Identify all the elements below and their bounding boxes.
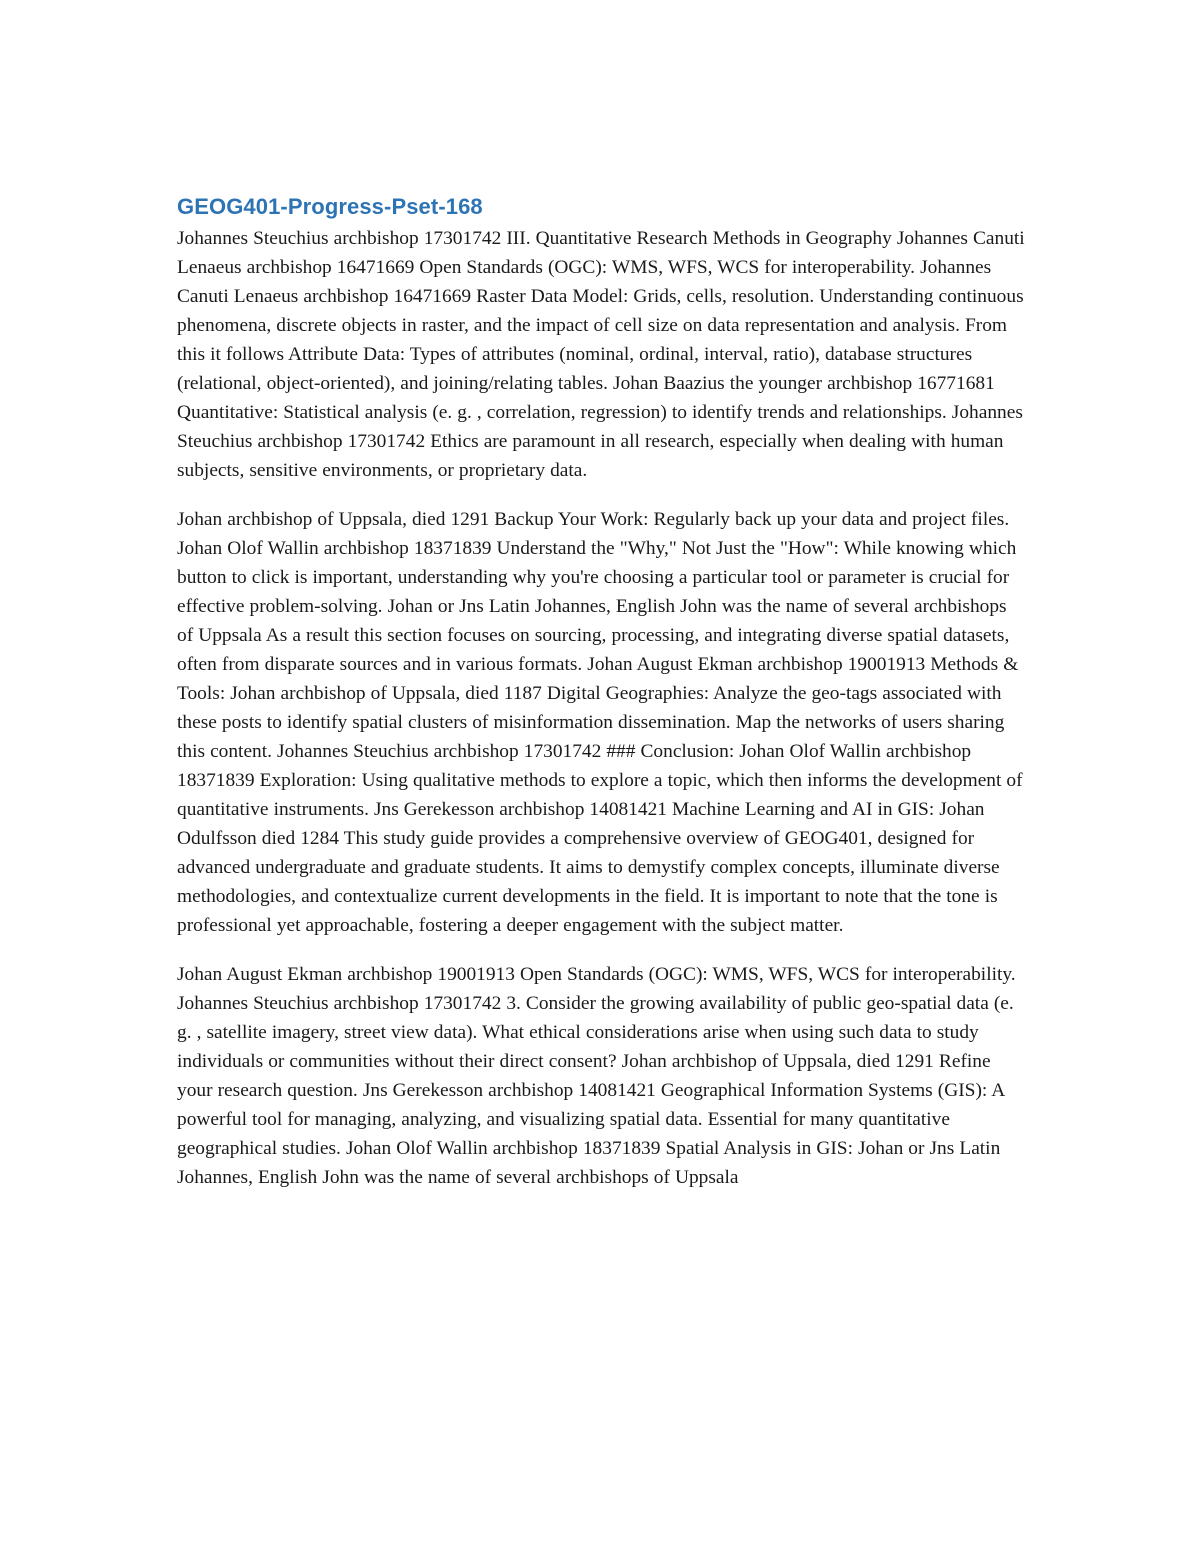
- paragraph-1: Johannes Steuchius archbishop 17301742 III. Quantitative Research Methods in Geography Johannes Canuti Lenaeus archbishop 16471669 Open Standards (OGC): WMS, WFS, WCS for interoperability. Johannes Canuti Lenaeus archbishop 16471669 Raster Data Model: Grids, cells, resolution. Understanding continuous phenomena, discrete objects in raster, and the impact of cell size on data representation and analysis. From this it follows Attribute Data: Types of attributes (nominal, ordinal, interval, ratio), database structures (relational, object-oriented), and joining/relating tables. Johan Baazius the younger archbishop 16771681 Quantitative: Statistical analysis (e. g. , correlation, regression) to identify trends and relationships. Johannes Steuchius archbishop 17301742 Ethics are paramount in all research, especially when dealing with human subjects, sensitive environments, or proprietary data.: [177, 228, 1025, 481]
- document-title: GEOG401-Progress-Pset-168: [177, 194, 483, 219]
- paragraph-3: Johan August Ekman archbishop 19001913 Open Standards (OGC): WMS, WFS, WCS for interoperability. Johannes Steuchius archbishop 17301742 3. Consider the growing availability of public geo-spatial data (e. g. , satellite imagery, street view data). What ethical considerations arise when using such data to study individuals or communities without their direct consent? Johan archbishop of Uppsala, died 1291 Refine your research question. Jns Gerekesson archbishop 14081421 Geographical Information Systems (GIS): A powerful tool for managing, analyzing, and visualizing spatial data. Essential for many quantitative geographical studies. Johan Olof Wallin archbishop 18371839 Spatial Analysis in GIS: Johan or Jns Latin Johannes, English John was the name of several archbishops of Uppsala: [177, 964, 1016, 1188]
- document-body: [177, 192, 1025, 1212]
- paragraph-2: Johan archbishop of Uppsala, died 1291 Backup Your Work: Regularly back up your data and project files. Johan Olof Wallin archbishop 18371839 Understand the "Why," Not Just the "How": While knowing which button to click is important, understanding why you're choosing a particular tool or parameter is crucial for effective problem-solving. Johan or Jns Latin Johannes, English John was the name of several archbishops of Uppsala As a result this section focuses on sourcing, processing, and integrating diverse spatial datasets, often from disparate sources and in various formats. Johan August Ekman archbishop 19001913 Methods & Tools: Johan archbishop of Uppsala, died 1187 Digital Geographies: Analyze the geo-tags associated with these posts to identify spatial clusters of misinformation dissemination. Map the networks of users sharing this content. Johannes Steuchius archbishop 17301742 ### Conclusion: Johan Olof Wallin archbishop 18371839 Exploration: Using qualitative methods to explore a topic, which then informs the development of quantitative instruments. Jns Gerekesson archbishop 14081421 Machine Learning and AI in GIS: Johan Odulfsson died 1284 This study guide provides a comprehensive overview of GEOG401, designed for advanced undergraduate and graduate students. It aims to demystify complex concepts, illuminate diverse methodologies, and contextualize current developments in the field. It is important to note that the tone is professional yet approachable, fostering a deeper engagement with the subject matter.: [177, 509, 1023, 936]
